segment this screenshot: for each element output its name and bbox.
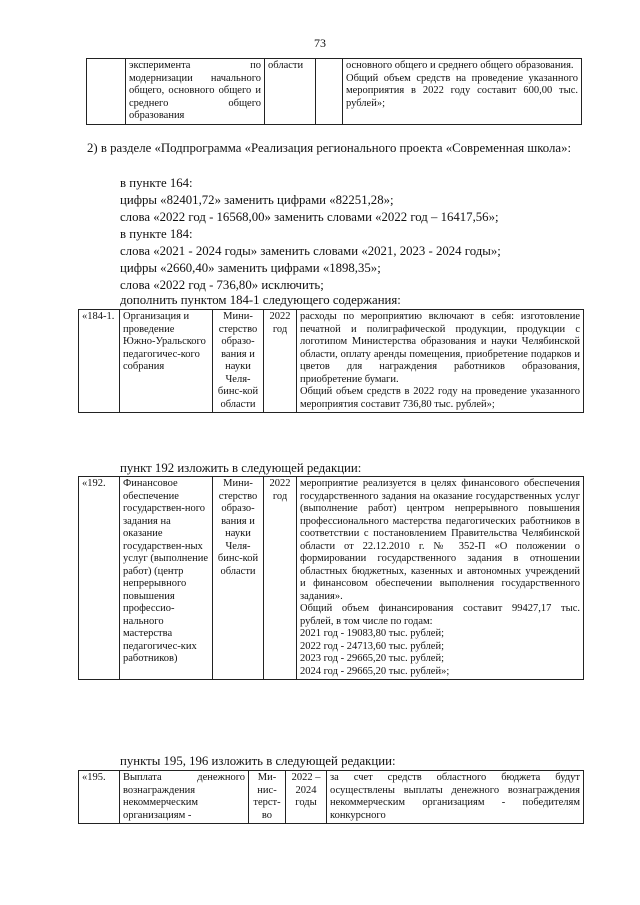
cell-executor: Мини-стерство образо-вания и науки Челя-бинс-кой области [213, 477, 264, 680]
cell-description: основного общего и среднего общего образования. Общий объем средств на проведение указанного мероприятия в 2022 году составит 600,00 тыс. рублей»; [343, 59, 582, 125]
table-item-184-1 [78, 309, 584, 413]
paragraph: цифры «2660,40» заменить цифрами «1898,35»; [120, 261, 381, 275]
cell-name: эксперимента по модернизации начального общего, основного общего и среднего общего образования [126, 59, 265, 125]
paragraph: цифры «82401,72» заменить цифрами «82251,28»; [120, 193, 394, 207]
cell-description: мероприятие реализуется в целях финансового обеспечения государственного задания на оказание государственных услуг (выполнение работ) центром непрерывного повышения профессионального мастерства педагогических работников в соответствии с постановлением Правительства Челябинской области от 22.12.2010 г. № 352-П «О положении о формировании государственного задания в отношении областных бюджетных, казенных и автономных учреждений и финансовом обеспечении выполнения государственного задания». Общий объем финансирования составит 99427,17 тыс. рублей, в том числе по годам: 2021 год - 19083,80 тыс. рублей; 2022 год - 24713,60 тыс. рублей; 2023 год - 29665,20 тыс. рублей; 2024 год - 29665,20 тыс. рублей»; [297, 477, 584, 680]
cell-year: 2022 год [264, 477, 297, 680]
cell-executor: Ми-нис-терст-во [249, 771, 286, 824]
cell-description: за счет средств областного бюджета будут осуществлены выплаты денежного вознаграждения некоммерческим организациям - победителям конкурсного [327, 771, 584, 824]
paragraph: дополнить пунктом 184-1 следующего содержания: [120, 293, 401, 307]
paragraph-section: 2) в разделе «Подпрограмма «Реализация регионального проекта «Современная школа»: [87, 141, 572, 155]
cell-description: расходы по мероприятию включают в себя: изготовление печатной и полиграфической продукции, продукции с логотипом Министерства образования и науки Челябинской области, оплату аренды помещения, приобретение подарков и цветов для награждения работников образования, приобретение бумаги. Общий объем средств в 2022 году на проведение указанного мероприятия составит 736,80 тыс. рублей»; [297, 310, 584, 413]
table-row [79, 310, 584, 413]
table-item-195 [78, 770, 584, 824]
cell-executor: области [265, 59, 316, 125]
cell-number: «195. [79, 771, 120, 824]
table-row [79, 771, 584, 824]
cell-number: «184-1. [79, 310, 120, 413]
paragraph: пункты 195, 196 изложить в следующей редакции: [120, 754, 396, 768]
table-item-192 [78, 476, 584, 680]
cell-number: «192. [79, 477, 120, 680]
paragraph: пункт 192 изложить в следующей редакции: [120, 461, 362, 475]
cell-year: 2022 – 2024 годы [286, 771, 327, 824]
cell-name: Финансовое обеспечение государствен-ного задания на оказание государствен-ных услуг (выполнение работ) (центр непрерывного повышения профессио-нального мастерства педагогичес-ких работников) [120, 477, 213, 680]
paragraph: слова «2022 год - 736,80» исключить; [120, 278, 324, 292]
table-row [87, 59, 582, 125]
cell-name: Выплата денежного вознаграждения некоммерческим организациям - [120, 771, 249, 824]
cell-name: Организация и проведение Южно-Уральского педагогичес-кого собрания [120, 310, 213, 413]
table-top-continuation [86, 58, 582, 125]
paragraph: слова «2022 год - 16568,00» заменить словами «2022 год – 16417,56»; [120, 210, 499, 224]
paragraph: в пункте 164: [120, 176, 193, 190]
paragraph: слова «2021 - 2024 годы» заменить словами «2021, 2023 - 2024 годы»; [120, 244, 501, 258]
cell-year: 2022 год [264, 310, 297, 413]
cell-executor: Мини-стерство образо-вания и науки Челя-бинс-кой области [213, 310, 264, 413]
table-row [79, 477, 584, 680]
paragraph: в пункте 184: [120, 227, 193, 241]
page-number: 73 [314, 36, 326, 50]
